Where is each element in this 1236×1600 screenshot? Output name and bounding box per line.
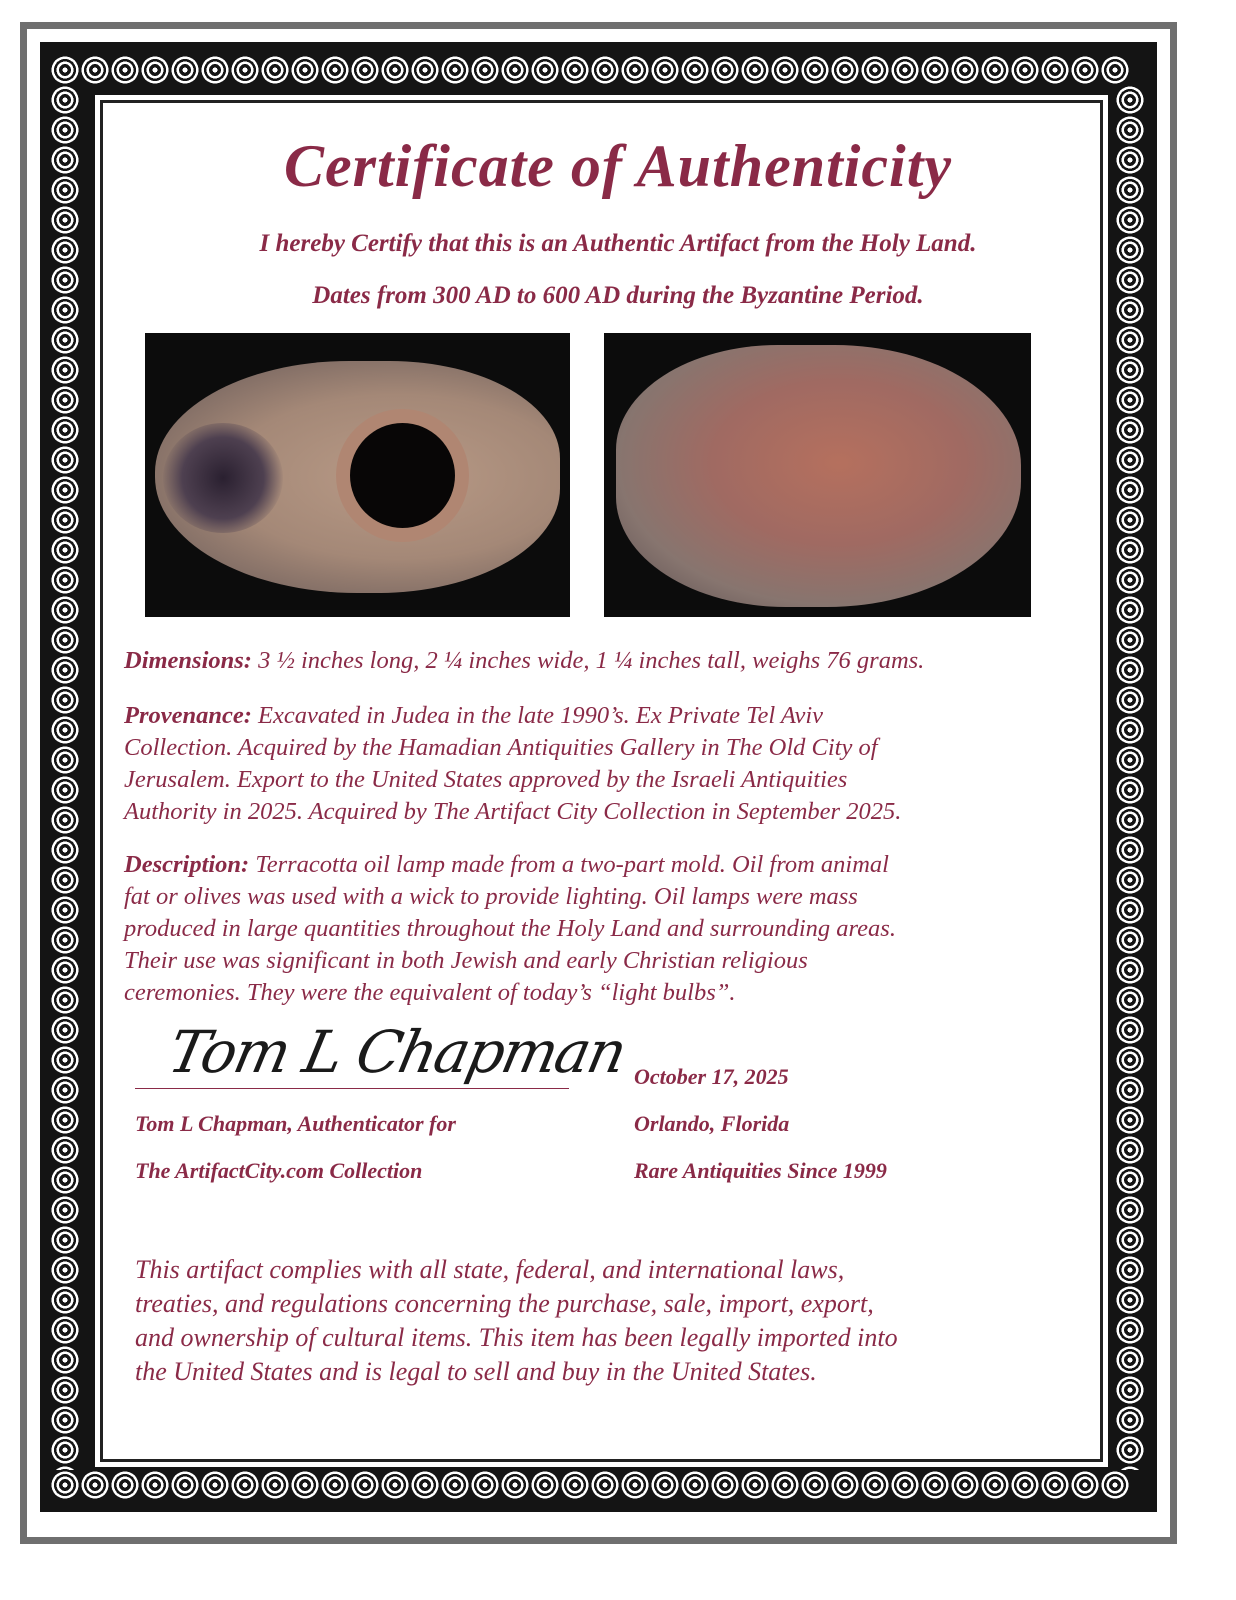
description-section: Description: Terracotta oil lamp made from a two-part mold. Oil from animal fat or olives was used with a wick to provide lighting. Oil lamps were mass produced in large quantities throughout the Holy Land and surrounding areas. Their use was significant in both Jewish and early Christian religious ceremonies. They were the equivalent of today’s “light bulbs”.: [124, 851, 896, 1006]
dimensions-line: Dimensions: 3 ½ inches long, 2 ¼ inches wide, 1 ¼ inches tall, weighs 76 grams.: [124, 647, 925, 674]
date-range-statement: Dates from 300 AD to 600 AD during the Byzantine Period.: [312, 282, 924, 309]
certificate-title: Certificate of Authenticity: [283, 133, 953, 199]
ring-row-bottom: [50, 1470, 1130, 1500]
artifact-photo-bottom: [604, 333, 1031, 617]
handwritten-signature: Tom L Chapman: [162, 1018, 632, 1086]
certify-statement: I hereby Certify that this is an Authentic Artifact from the Holy Land.: [259, 230, 977, 257]
certificate-location: Orlando, Florida: [634, 1111, 790, 1136]
provenance-section: Provenance: Excavated in Judea in the late 1990’s. Ex Private Tel Aviv Collection. Acquired by the Hamadian Antiquities Gallery in The Old City of Jerusalem. Export to the United States approved by the Israeli Antiquities Authority in 2025. Acquired by The Artifact City Collection in September 2025.: [124, 702, 902, 825]
tagline: Rare Antiquities Since 1999: [634, 1158, 887, 1183]
authenticator-name: Tom L Chapman, Authenticator for: [135, 1111, 456, 1136]
collection-name: The ArtifactCity.com Collection: [135, 1158, 423, 1183]
ring-row-top: [50, 55, 1130, 85]
artifact-photo-top: [145, 333, 570, 617]
signature-line: [135, 1088, 569, 1089]
certificate-date: October 17, 2025: [634, 1064, 789, 1089]
legal-compliance-statement: This artifact complies with all state, federal, and international laws, treaties, and regulations concerning the purchase, sale, import, export, and ownership of cultural items. This item has been legally imported into the United States and is legal to sell and buy in the United States.: [135, 1255, 898, 1386]
